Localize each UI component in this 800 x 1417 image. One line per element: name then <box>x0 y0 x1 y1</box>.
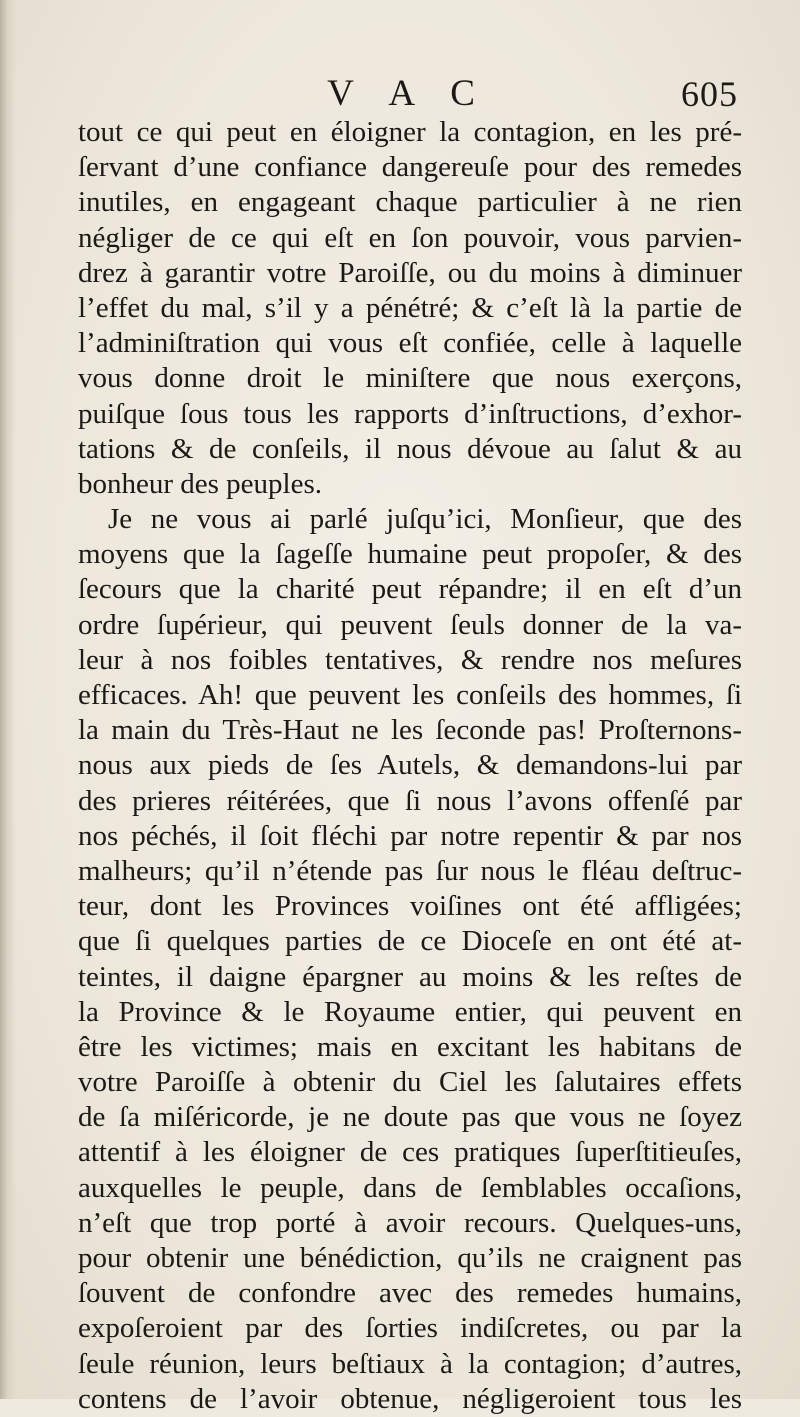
text-line: tout ce qui peut en éloigner la contagion, en les pré- <box>78 116 742 148</box>
text-line: pour obtenir une bénédiction, qu’ils ne craignent pas <box>78 1242 742 1274</box>
text-line: l’adminiſtration qui vous eſt confiée, celle à laquelle <box>78 327 742 360</box>
text-line: teintes, il daigne épargner au moins & les reſtes de <box>78 960 742 993</box>
text-line: l’effet du mal, s’il y a pénétré; & c’eſt là la partie de <box>78 291 742 324</box>
text-line: être les victimes; mais en excitant les habitans de <box>78 1030 742 1063</box>
text-line: votre Paroiſſe à obtenir du Ciel les ſalutaires effets <box>78 1066 742 1099</box>
text-line: contens de l’avoir obtenue, négligeroient tous les <box>78 1382 742 1415</box>
text-line: ordre ſupérieur, qui peuvent ſeuls donner de la va- <box>78 608 742 641</box>
text-line: ſeule réunion, leurs beſtiaux à la contagion; d’autres, <box>78 1347 742 1380</box>
text-line: la Province & le Royaume entier, qui peuvent en <box>78 995 742 1028</box>
text-line: ſervant d’une confiance dangereuſe pour des remedes <box>78 151 742 184</box>
text-line: la main du Très-Haut ne les ſeconde pas! Proſternons- <box>78 714 742 747</box>
text-line: malheurs; qu’il n’étende pas ſur nous le fléau deſtruc- <box>78 854 742 887</box>
text-line: auxquelles le peuple, dans de ſemblables occaſions, <box>78 1171 742 1204</box>
page-header <box>78 70 738 118</box>
text-line: drez à garantir votre Paroiſſe, ou du moins à diminuer <box>78 256 742 289</box>
paragraph-start-line: Je ne vous ai parlé juſqu’ici, Monſieur, que des <box>108 503 742 536</box>
text-line: n’eſt que trop porté à avoir recours. Quelques-uns, <box>78 1206 742 1239</box>
text-line: attentif à les éloigner de ces pratiques ſuperſtitieuſes, <box>78 1136 742 1169</box>
text-line: tations & de conſeils, il nous dévoue au ſalut & au <box>78 432 742 465</box>
text-line: négliger de ce qui eſt en ſon pouvoir, vous parvien- <box>78 221 742 254</box>
text-line: des prieres réitérées, que ſi nous l’avons offenſé par <box>78 784 742 817</box>
text-line: ſecours que la charité peut répandre; il en eſt d’un <box>78 573 742 606</box>
text-line: nous aux pieds de ſes Autels, & demandons-lui par <box>78 749 742 782</box>
page-number: 605 <box>681 74 738 114</box>
text-line: de ſa miſéricorde, je ne doute pas que vous ne ſoyez <box>78 1101 742 1134</box>
text-line: leur à nos foibles tentatives, & rendre nos meſures <box>78 643 742 676</box>
text-line: vous donne droit le miniſtere que nous exerçons, <box>78 362 742 395</box>
text-line: expoſeroient par des ſorties indiſcretes, ou par la <box>78 1312 742 1345</box>
body-text <box>78 115 742 1417</box>
binding-gutter <box>0 0 16 1399</box>
text-line: efficaces. Ah! que peuvent les conſeils des hommes, ſi <box>78 679 742 711</box>
text-line: inutiles, en engageant chaque particulier à ne rien <box>78 186 742 219</box>
text-line: teur, dont les Provinces voiſines ont été affligées; <box>78 890 742 923</box>
text-line: puiſque ſous tous les rapports d’inſtructions, d’exhor- <box>78 397 742 430</box>
running-head: V A C <box>327 73 489 114</box>
text-line: que ſi quelques parties de ce Dioceſe en ont été at- <box>78 925 742 958</box>
text-line: moyens que la ſageſſe humaine peut propoſer, & des <box>78 538 742 571</box>
text-line: ſouvent de confondre avec des remedes humains, <box>78 1277 742 1310</box>
paragraph-end-line: bonheur des peuples. <box>78 467 323 500</box>
text-line: nos péchés, il ſoit fléchi par notre repentir & par nos <box>78 819 742 852</box>
